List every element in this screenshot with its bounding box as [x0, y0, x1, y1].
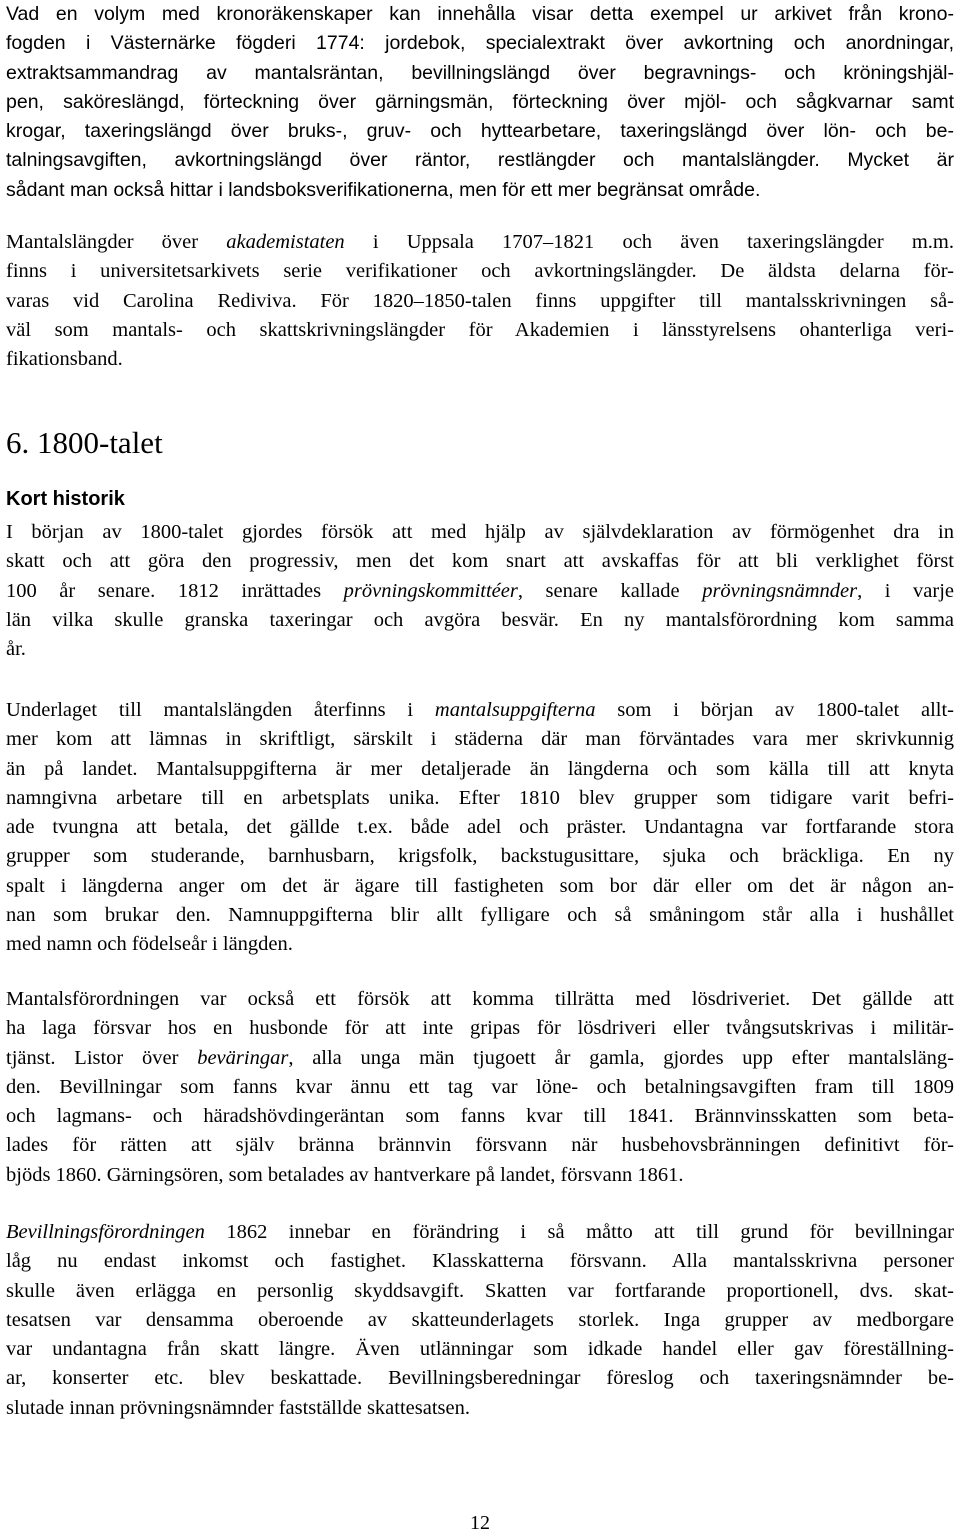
- text-run: skatt och att göra den progressiv, men det kom snart att avskaffas för att bli verklighet först: [6, 550, 954, 573]
- text-line: [6, 1335, 954, 1364]
- text-run: slutade innan prövningsnämnder fastställde skattesatsen.: [6, 1396, 470, 1419]
- emphasized-term: beväringar: [197, 1046, 289, 1069]
- text-line: [6, 1247, 954, 1276]
- section-heading: Kort historik: [6, 488, 125, 510]
- text-line: [6, 725, 954, 754]
- paragraph-mantalslangder-akademistaten: [6, 228, 954, 374]
- text-line: [6, 606, 954, 635]
- text-run: skulle även erlägga en personlig skyddsavgift. Skatten var fortfarande proportionell, dvs. skat-: [6, 1279, 954, 1302]
- text-run: som i början av 1800-talet allt-: [595, 699, 954, 721]
- text-line: [6, 985, 954, 1014]
- text-line: [6, 1277, 954, 1306]
- text-run: ha laga försvar hos en husbonde för att inte gripas för lösdriveri eller tvångsutskrivas i militär-: [6, 1017, 954, 1040]
- text-run: låg nu endast inkomst och fastighet. Klasskatterna försvann. Alla mantalsskrivna personer: [6, 1250, 954, 1273]
- paragraph-kort-historik: [6, 518, 954, 664]
- text-line: [6, 1102, 954, 1131]
- text-line: [6, 1218, 954, 1247]
- text-run: fikationsband.: [6, 348, 123, 371]
- text-run: med namn och födelseår i längden.: [6, 933, 293, 956]
- text-run: nan som brukar den. Namnuppgifterna blir allt fylligare och så småningom står alla i hushållet: [6, 904, 954, 927]
- text-line: [6, 635, 954, 664]
- text-line: [6, 1073, 954, 1102]
- text-line: Vad en volym med kronoräkenskaper kan innehålla visar detta exempel ur arkivet från krono-: [6, 3, 954, 25]
- text-run: I början av 1800-talet gjordes försök att med hjälp av självdeklaration av förmögenhet dra in: [6, 521, 954, 543]
- text-line: krogar, taxeringslängd över bruks-, gruv- och hyttearbetare, taxeringslängd över lön- och be-: [6, 120, 954, 143]
- text-line: [6, 257, 954, 286]
- text-run: lades för rätten att själv bränna brännvin försvann när husbehovsbränningen definitivt för-: [6, 1134, 954, 1157]
- text-line: [6, 1161, 954, 1190]
- page-number: 12: [470, 1512, 490, 1534]
- text-run: spalt i längderna anger om det är ägare till fastigheten som bor där eller om det är någon an-: [6, 874, 954, 897]
- text-run: 1862 innebar en förändring i så måtto att till grund för bevillningar: [204, 1221, 954, 1243]
- emphasized-term: prövningskommittéer: [343, 579, 518, 602]
- paragraph-mantalsuppgifterna: [6, 696, 954, 960]
- text-run: var undantagna från skatt längre. Även utlänningar som idkade handel eller gav föreställning-: [6, 1338, 954, 1361]
- text-run: finns i universitetsarkivets serie verifikationer och avkortningslängder. De äldsta delarna för-: [6, 260, 954, 283]
- text-run: län vilka skulle granska taxeringar och avgöra besvär. En ny mantalsförordning kom samma: [6, 608, 954, 631]
- text-run: tesatsen var densamma oberoende av skatteunderlagets storlek. Inga grupper av medborgare: [6, 1308, 954, 1331]
- text-line: talningsavgiften, avkortningslängd över räntor, restlängder och mantalslängder. Mycket är: [6, 149, 954, 172]
- text-line: [6, 345, 954, 374]
- text-line: fogden i Västernärke fögderi 1774: jordebok, specialextrakt över avkortning och anordningar,: [6, 32, 954, 55]
- text-line: [6, 547, 954, 576]
- text-line: [6, 1044, 954, 1073]
- text-line: [6, 228, 954, 257]
- text-run: 100 år senare. 1812 inrättades: [6, 579, 344, 602]
- text-line: pen, sakörеslängd, förteckning över gärningsmän, förteckning över mjöl- och sågkvarnar samt: [6, 90, 954, 113]
- text-line: [6, 1364, 954, 1393]
- text-run: väl som mantals- och skattskrivningslängder för Akademien i länsstyrelsens ohanterliga veri-: [6, 318, 954, 341]
- paragraph-kronorakenskaper: [6, 0, 954, 205]
- text-run: mer kom att lämnas in skriftligt, särskilt i städerna där man förväntades vara mer skrivkunnig: [6, 728, 954, 751]
- text-run: , senare kallade: [517, 579, 703, 602]
- emphasized-term: mantalsuppgifterna: [434, 699, 596, 721]
- text-line: [6, 813, 954, 842]
- text-line: [6, 1394, 954, 1423]
- text-line: [6, 696, 954, 725]
- text-run: namngivna arbetare till en arbetsplats unika. Efter 1810 blev grupper som tidigare varit befri-: [6, 786, 954, 809]
- text-run: än på landet. Mantalsuppgifterna är mer detaljerade än längderna och som källa till att knyta: [6, 757, 954, 780]
- text-line: [6, 577, 954, 606]
- text-run: ar, konserter etc. blev beskattade. Bevillningsberedningar föreslog och taxeringsnämnder be-: [6, 1367, 954, 1390]
- text-run: i Uppsala 1707–1821 och även taxeringslängder m.m.: [344, 231, 954, 253]
- text-line: extraktsammandrag av mantalsräntan, bevillningslängd över begravnings- och kröningshjäl-: [6, 61, 954, 84]
- text-run: år.: [6, 638, 26, 661]
- paragraph-bevillningsforordningen: [6, 1218, 954, 1423]
- text-run: den. Bevillningar som fanns kvar ännu ett tag var löne- och betalningsavgiften fram till 1809: [6, 1075, 954, 1098]
- text-run: Underlaget till mantalslängden återfinns i: [6, 699, 435, 721]
- paragraph-mantalsforordningen: [6, 985, 954, 1190]
- text-line: [6, 316, 954, 345]
- text-run: Mantalslängder över: [6, 231, 227, 253]
- text-line: [6, 518, 954, 547]
- chapter-heading: 6. 1800-talet: [6, 425, 163, 460]
- text-run: , alla unga män tjugoett år gamla, gjordes upp efter mantalsläng-: [288, 1046, 954, 1069]
- text-run: och lagmans- och häradshövdingeräntan som fanns kvar till 1841. Brännvinsskatten som beta-: [6, 1105, 954, 1128]
- text-line: sådant man också hittar i landsboksverifikationerna, men för ett mer begränsat område.: [6, 178, 761, 201]
- text-run: bjöds 1860. Gärningsören, som betalades av hantverkare på landet, försvann 1861.: [6, 1163, 684, 1186]
- text-line: [6, 842, 954, 871]
- emphasized-term: akademistaten: [226, 231, 345, 253]
- text-line: [6, 1131, 954, 1160]
- emphasized-term: prövningsnämnder: [702, 579, 858, 602]
- text-run: Mantalsförordningen var också ett försök att komma tillrätta med lösdriveriet. Det gällde att: [6, 988, 954, 1010]
- text-run: , i varje: [857, 579, 954, 602]
- text-line: [6, 930, 954, 959]
- text-line: [6, 287, 954, 316]
- text-line: [6, 1014, 954, 1043]
- text-run: grupper som studerande, barnhusbarn, krigsfolk, backstugusittare, sjuka och bräckliga. En ny: [6, 845, 954, 868]
- text-line: [6, 755, 954, 784]
- emphasized-term: Bevillningsförordningen: [6, 1221, 205, 1243]
- text-line: [6, 784, 954, 813]
- text-line: [6, 901, 954, 930]
- text-run: varas vid Carolina Rediviva. För 1820–1850-talen finns uppgifter till mantalsskrivningen så-: [6, 289, 954, 312]
- text-run: tjänst. Listor över: [6, 1046, 198, 1069]
- text-line: [6, 872, 954, 901]
- text-run: ade tvungna att betala, det gällde t.ex. både adel och präster. Undantagna var fortfarande stora: [6, 816, 954, 839]
- text-line: [6, 1306, 954, 1335]
